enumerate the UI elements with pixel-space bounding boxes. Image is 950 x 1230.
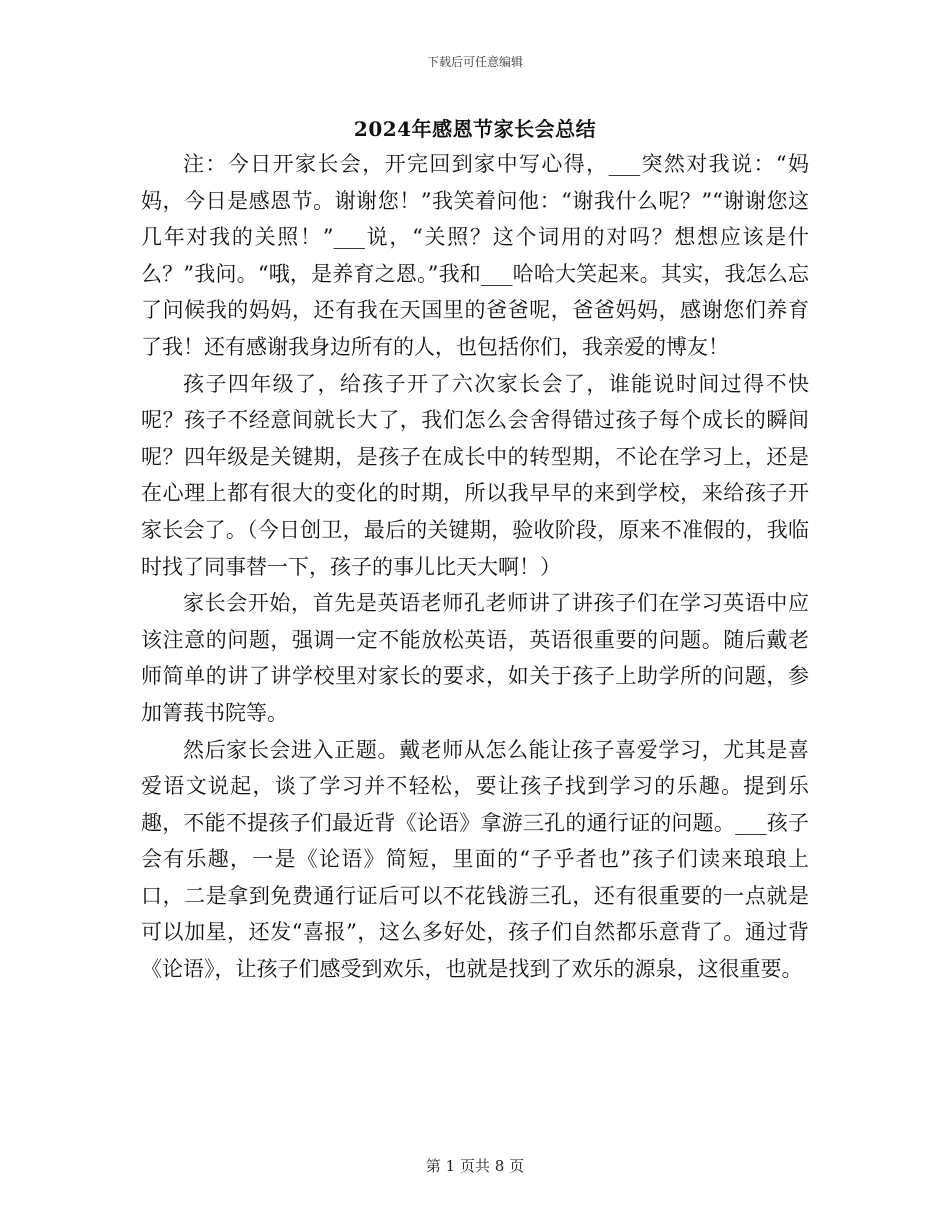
page-number: 第 1 页共 8 页	[425, 1157, 525, 1175]
document-title: 2024年感恩节家长会总结	[353, 117, 597, 141]
paragraph-4: 然后家长会进入正题。戴老师从怎么能让孩子喜爱学习，尤其是喜爱语文说起，谈了学习并不轻松，要让孩子找到学习的乐趣。提到乐趣，不能不提孩子们最近背《论语》拿游三孔的通行证的问题。___孩子会有乐趣，一是《论语》简短，里面的“子乎者也”孩子们读来琅琅上口，二是拿到免费通行证后可以不花钱游三孔，还有很重要的一点就是可以加星，还发“喜报”，这么多好处，孩子们自然都乐意背了。通过背《论语》，让孩子们感受到欢乐，也就是找到了欢乐的源泉，这很重要。	[141, 737, 809, 982]
page-header-note: 下载后可任意编辑	[426, 55, 523, 69]
paragraph-3: 家长会开始，首先是英语老师孔老师讲了讲孩子们在学习英语中应该注意的问题，强调一定不能放松英语，英语很重要的问题。随后戴老师简单的讲了讲学校里对家长的要求，如关于孩子上助学所的问题，参加箐莪书院等。	[141, 591, 809, 725]
paragraph-1: 注：今日开家长会，开完回到家中写心得，___突然对我说：“妈妈，今日是感恩节。谢谢您！”我笑着问他：“谢我什么呢？”“谢谢您这几年对我的关照！”___说，“关照？这个词用的对吗？想想应该是什么？”我问。“哦，是养育之恩。”我和___哈哈大笑起来。其实，我怎么忘了问候我的妈妈，还有我在天国里的爸爸呢，爸爸妈妈，感谢您们养育了我！还有感谢我身边所有的人，也包括你们，我亲爱的博友！	[141, 152, 809, 359]
document-body	[141, 146, 809, 988]
paragraph-2: 孩子四年级了，给孩子开了六次家长会了，谁能说时间过得不快呢？孩子不经意间就长大了，我们怎么会舍得错过孩子每个成长的瞬间呢？四年级是关键期，是孩子在成长中的转型期，不论在学习上，还是在心理上都有很大的变化的时期，所以我早早的来到学校，来给孩子开家长会了。（今日创卫，最后的关键期，验收阶段，原来不准假的，我临时找了同事替一下，孩子的事儿比天大啊！）	[141, 371, 809, 579]
